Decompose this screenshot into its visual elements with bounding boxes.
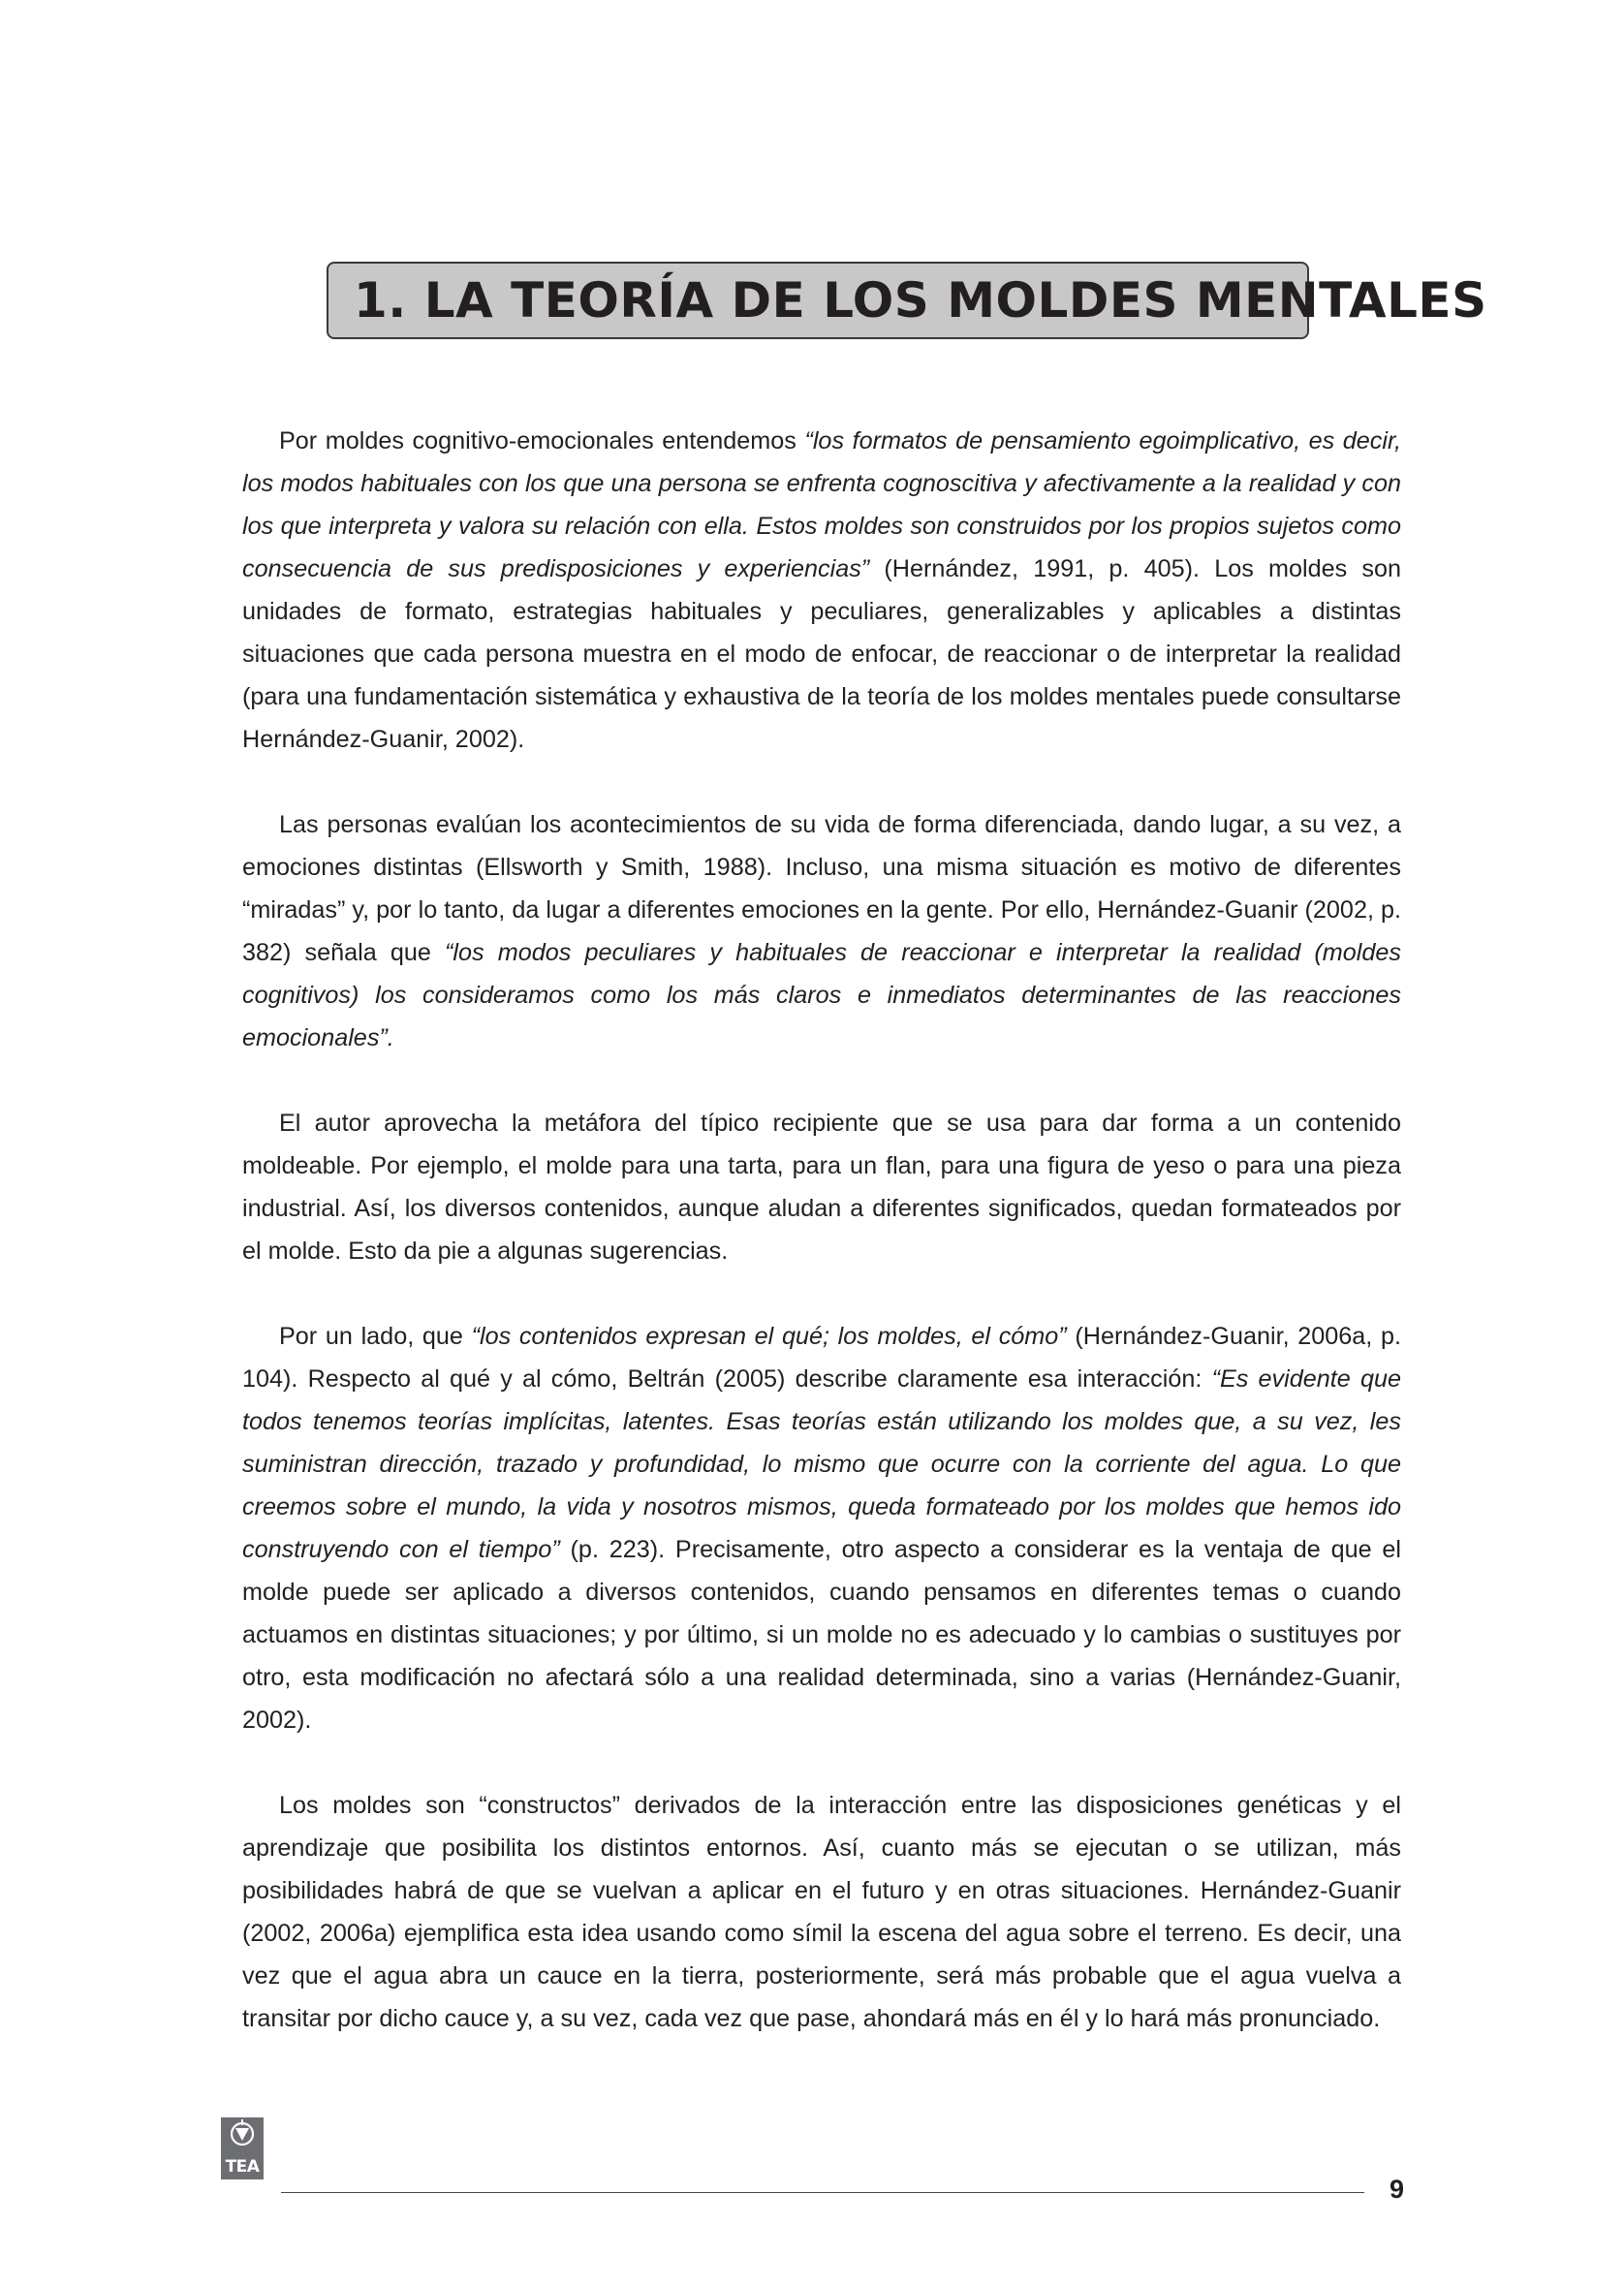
quote-text: “los formatos de pensamiento egoimplicativo, es decir, los modos habituales con los que una persona se enfrenta cognoscitiva y afectivamente a la realidad y con los que interpreta y valora su relación con ella. Estos moldes son construidos por los propios sujetos como consecuencia de sus predisposiciones y experiencias” — [242, 427, 1401, 582]
paragraph-text: El autor aprovecha la metáfora del típico recipiente que se usa para dar forma a un contenido moldeable. Por ejemplo, el molde para una tarta, para un flan, para una figura de yeso o para una pieza industrial. Así, los diversos contenidos, aunque aludan a diferentes significados, quedan formateados por el molde. Esto da pie a algunas sugerencias. — [242, 1110, 1401, 1265]
paragraph-text: Por un lado, que — [279, 1323, 472, 1350]
tea-emblem-icon — [221, 2117, 264, 2154]
paragraph-text: Por moldes cognitivo-emocionales entendemos — [279, 427, 805, 454]
paragraph-text: (p. 223). Precisamente, otro aspecto a considerar es la ventaja de que el molde puede ser aplicado a diversos contenidos, cuando pensamos en diferentes temas o cuando actuamos en distintas situaciones; y por último, si un molde no es adecuado y lo cambias o sustituyes por otro, esta modificación no afectará sólo a una realidad determinada, sino a varias (Hernández-Guanir, 2002). — [242, 1536, 1401, 1734]
paragraph-text: (Hernández, 1991, p. 405). Los moldes son unidades de formato, estrategias habituales y peculiares, generalizables y aplicables a distintas situaciones que cada persona muestra en el modo de enfocar, de reaccionar o de interpretar la realidad (para una fundamentación sistemática y exhaustiva de la teoría de los moldes mentales puede consultarse Hernández-Guanir, 2002). — [242, 555, 1402, 753]
quote-text: “los contenidos expresan el qué; los moldes, el cómo” — [471, 1323, 1067, 1350]
tea-logo-label: TEA — [221, 2154, 264, 2179]
page-number: 9 — [1390, 2175, 1405, 2204]
chapter-title: 1. LA TEORÍA DE LOS MOLDES MENTALES — [354, 272, 1487, 329]
quote-text: “los modos peculiares y habituales de reaccionar e interpretar la realidad (moldes cognitivos) los consideramos como los más claros e inmediatos determinantes de las reacciones emocionales”. — [242, 939, 1402, 1051]
paragraph-text: Las personas evalúan los acontecimientos de su vida de forma diferenciada, dando lugar, a su vez, a emociones distintas (Ellsworth y Smith, 1988). Incluso, una misma situación es motivo de diferentes “miradas” y, por lo tanto, da lugar a diferentes emociones en la gente. Por ello, Hernández-Guanir (2002, p. 382) señala que — [242, 811, 1401, 966]
footer-rule — [281, 2192, 1364, 2193]
body-text — [242, 420, 1401, 2083]
tea-logo — [221, 2117, 264, 2179]
body-paragraph — [242, 803, 1401, 1059]
chapter-title-box — [327, 262, 1487, 339]
body-paragraph — [242, 1102, 1401, 1272]
body-paragraph — [242, 1315, 1401, 1741]
paragraph-text: Los moldes son “constructos” derivados de la interacción entre las disposiciones genéticas y el aprendizaje que posibilita los distintos entornos. Así, cuanto más se ejecutan o se utilizan, más posibilidades habrá de que se vuelvan a aplicar en el futuro y en otras situaciones. Hernández-Guanir (2002, 2006a) ejemplifica esta idea usando como símil la escena del agua sobre el terreno. Es decir, una vez que el agua abra un cauce en la tierra, posteriormente, será más probable que el agua vuelva a transitar por dicho cauce y, a su vez, cada vez que pase, ahondará más en él y lo hará más pronunciado. — [242, 1792, 1401, 2032]
body-paragraph — [242, 420, 1401, 761]
paragraph-text: (Hernández-Guanir, 2006a, p. 104). Respecto al qué y al cómo, Beltrán (2005) describe claramente esa interacción: — [242, 1323, 1401, 1393]
quote-text: “Es evidente que todos tenemos teorías implícitas, latentes. Esas teorías están utilizando los moldes que, a su vez, les suministran dirección, trazado y profundidad, lo mismo que ocurre con la corriente del agua. Lo que creemos sobre el mundo, la vida y nosotros mismos, queda formateado por los moldes que hemos ido construyendo con el tiempo” — [242, 1365, 1401, 1563]
body-paragraph — [242, 1784, 1401, 2040]
